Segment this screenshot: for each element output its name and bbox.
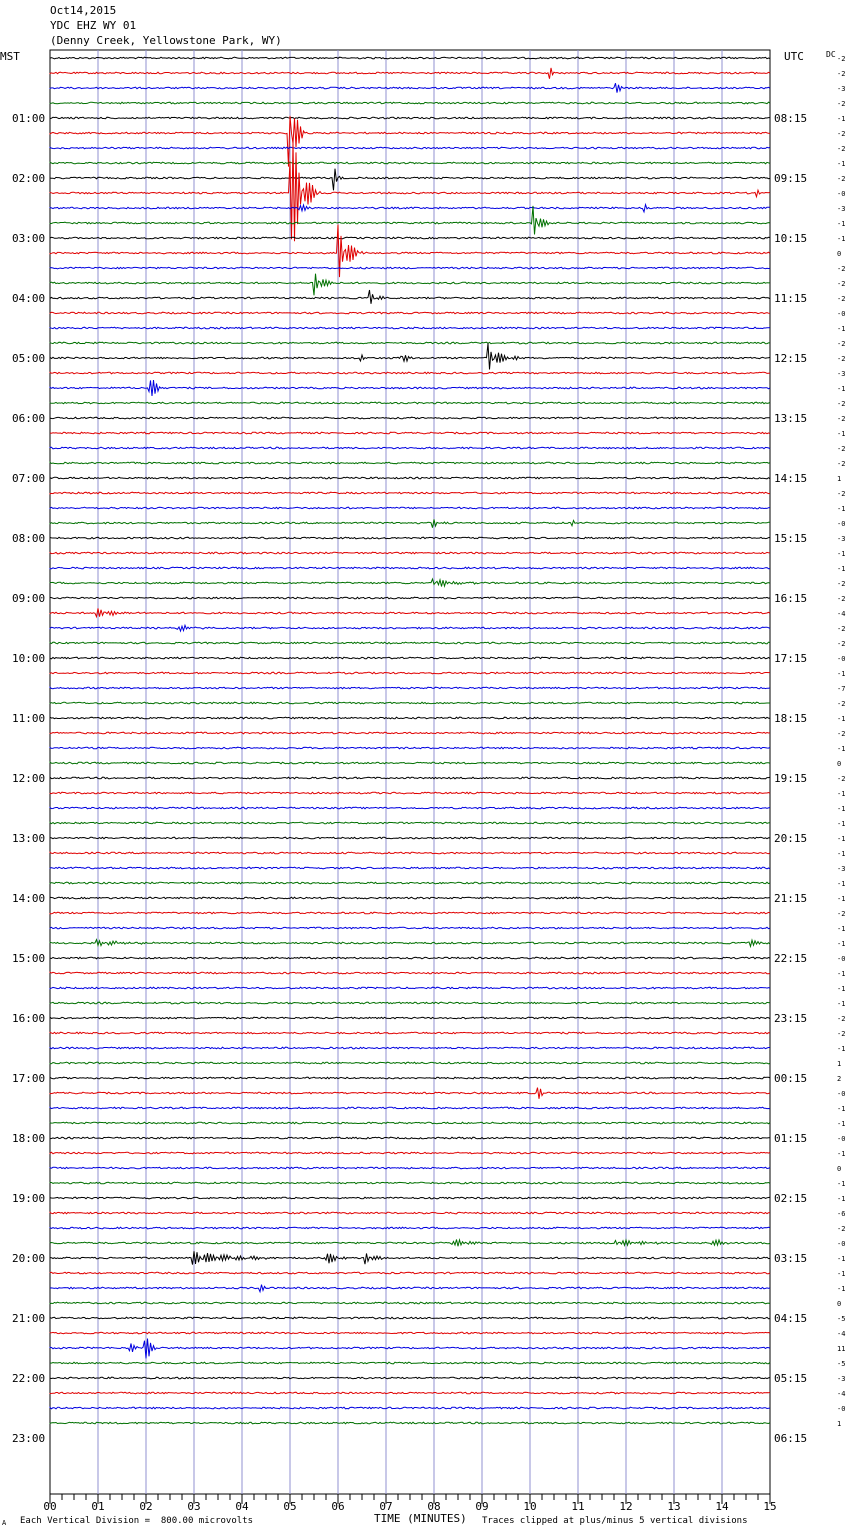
dc-offset-label: -1: [837, 235, 846, 243]
trace-line: [50, 1285, 770, 1292]
utc-hour-label: 20:15: [774, 832, 808, 845]
trace-line: [50, 1362, 770, 1364]
dc-offset-label: -1: [837, 1285, 846, 1293]
dc-offset-label: -2: [837, 55, 846, 63]
trace-line: [50, 837, 770, 839]
dc-offset-label: -1: [837, 1150, 846, 1158]
trace-line: [50, 1047, 770, 1049]
dc-offset-label: 0: [837, 760, 842, 768]
dc-offset-label: -1: [837, 115, 846, 123]
trace-line: [50, 1017, 770, 1019]
trace-line: [50, 102, 770, 104]
trace-line: [50, 1251, 770, 1264]
x-tick-label: 13: [667, 1500, 681, 1513]
mst-hour-label: 10:00: [12, 652, 46, 665]
dc-offset-label: -1: [837, 1180, 846, 1188]
dc-offset-label: -2: [837, 175, 846, 183]
dc-offset-label: -1: [837, 565, 846, 573]
trace-line: [50, 1422, 770, 1424]
dc-offset-label: -5: [837, 1315, 846, 1323]
trace-line: [50, 206, 770, 235]
trace-line: [50, 762, 770, 764]
dc-offset-label: -1: [837, 1270, 846, 1278]
trace-line: [50, 519, 770, 527]
mst-hour-label: 21:00: [12, 1312, 46, 1325]
trace-line: [50, 477, 770, 479]
trace-line: [50, 882, 770, 884]
trace-line: [50, 957, 770, 959]
dc-offset-label: -1: [837, 1045, 846, 1053]
dc-offset-label: 1: [837, 1420, 842, 1428]
utc-hour-label: 04:15: [774, 1312, 808, 1325]
trace-line: [50, 147, 770, 149]
trace-line: [50, 1152, 770, 1154]
trace-line: [50, 267, 770, 269]
dc-offset-label: 2: [837, 1075, 842, 1083]
trace-line: [50, 608, 770, 616]
dc-label: DC: [826, 50, 836, 59]
trace-line: [50, 897, 770, 899]
trace-line: [50, 625, 770, 631]
dc-offset-label: -1: [837, 385, 846, 393]
mst-hour-label: 03:00: [12, 232, 46, 245]
utc-hour-label: 23:15: [774, 1012, 808, 1025]
utc-hour-label: 03:15: [774, 1252, 808, 1265]
trace-line: [50, 552, 770, 554]
dc-offset-label: -2: [837, 400, 846, 408]
trace-line: [50, 972, 770, 974]
utc-hour-label: 15:15: [774, 532, 808, 545]
dc-offset-label: -1: [837, 1000, 846, 1008]
dc-offset-label: -3: [837, 370, 846, 378]
trace-line: [50, 657, 770, 659]
dc-offset-label: -1: [837, 805, 846, 813]
dc-offset-label: -2: [837, 415, 846, 423]
dc-offset-label: -1: [837, 550, 846, 558]
mst-hour-label: 06:00: [12, 412, 46, 425]
dc-offset-label: -4: [837, 1390, 846, 1398]
utc-hour-label: 17:15: [774, 652, 808, 665]
dc-offset-label: 11: [837, 1345, 846, 1353]
trace-line: [50, 327, 770, 329]
trace-line: [50, 672, 770, 674]
dc-offset-label: -2: [837, 70, 846, 78]
x-tick-label: 05: [283, 1500, 297, 1513]
x-tick-label: 06: [331, 1500, 345, 1513]
dc-offset-label: -2: [837, 1225, 846, 1233]
trace-line: [50, 372, 770, 374]
utc-hour-label: 08:15: [774, 112, 808, 125]
trace-line: [50, 417, 770, 419]
trace-line: [50, 1407, 770, 1409]
mst-hour-label: 09:00: [12, 592, 46, 605]
mst-label: MST: [0, 50, 20, 63]
utc-hour-label: 09:15: [774, 172, 808, 185]
x-tick-label: 14: [715, 1500, 729, 1513]
x-tick-label: 00: [43, 1500, 57, 1513]
dc-offset-label: -0: [837, 190, 846, 198]
dc-offset-label: -3: [837, 85, 846, 93]
utc-hour-label: 14:15: [774, 472, 808, 485]
utc-hour-label: 10:15: [774, 232, 808, 245]
mst-hour-label: 02:00: [12, 172, 46, 185]
trace-line: [50, 225, 770, 278]
trace-line: [50, 822, 770, 824]
dc-offset-label: -5: [837, 1360, 846, 1368]
mst-hour-label: 22:00: [12, 1372, 46, 1385]
trace-line: [50, 162, 770, 164]
utc-hour-label: 22:15: [774, 952, 808, 965]
trace-line: [50, 867, 770, 869]
mst-hour-label: 11:00: [12, 712, 46, 725]
trace-line: [50, 447, 770, 449]
dc-offset-label: -1: [837, 1255, 846, 1263]
utc-hour-label: 11:15: [774, 292, 808, 305]
mst-hour-label: 13:00: [12, 832, 46, 845]
dc-offset-label: -1: [837, 850, 846, 858]
mst-hour-label: 17:00: [12, 1072, 46, 1085]
dc-offset-label: -3: [837, 535, 846, 543]
trace-line: [50, 1339, 770, 1359]
trace-line: [50, 1167, 770, 1169]
trace-line: [50, 807, 770, 809]
utc-hour-label: 06:15: [774, 1432, 808, 1445]
x-tick-label: 08: [427, 1500, 441, 1513]
dc-offset-label: 1: [837, 475, 842, 483]
dc-offset-label: -1: [837, 880, 846, 888]
dc-offset-label: -2: [837, 355, 846, 363]
trace-line: [50, 912, 770, 914]
x-tick-label: 02: [139, 1500, 153, 1513]
dc-offset-label: -0: [837, 655, 846, 663]
trace-line: [50, 1122, 770, 1124]
dc-offset-label: -2: [837, 625, 846, 633]
trace-line: [50, 492, 770, 494]
dc-offset-label: -1: [837, 790, 846, 798]
dc-offset-label: -4: [837, 1330, 846, 1338]
dc-offset-label: -0: [837, 1405, 846, 1413]
trace-line: [50, 1107, 770, 1109]
dc-offset-label: -2: [837, 145, 846, 153]
mst-hour-label: 08:00: [12, 532, 46, 545]
trace-line: [50, 343, 770, 369]
dc-offset-label: 0: [837, 250, 842, 258]
trace-line: [50, 1302, 770, 1304]
trace-line: [50, 1392, 770, 1394]
dc-offset-label: -1: [837, 985, 846, 993]
dc-offset-label: -0: [837, 310, 846, 318]
trace-line: [50, 402, 770, 404]
dc-offset-label: -0: [837, 1135, 846, 1143]
dc-offset-label: -1: [837, 925, 846, 933]
dc-offset-label: -2: [837, 130, 846, 138]
trace-line: [50, 237, 770, 239]
dc-offset-label: -2: [837, 910, 846, 918]
corner-mark: A: [2, 1519, 7, 1527]
trace-line: [50, 312, 770, 314]
plot-date: Oct14,2015: [50, 4, 117, 17]
trace-line: [50, 117, 770, 119]
dc-offset-label: -1: [837, 430, 846, 438]
dc-offset-label: -1: [837, 220, 846, 228]
trace-line: [50, 380, 770, 396]
mst-hour-label: 12:00: [12, 772, 46, 785]
trace-line: [50, 507, 770, 509]
dc-offset-label: -1: [837, 895, 846, 903]
dc-offset-label: 0: [837, 1300, 842, 1308]
dc-offset-label: -2: [837, 265, 846, 273]
trace-line: [50, 777, 770, 779]
trace-line: [50, 642, 770, 644]
trace-line: [50, 1227, 770, 1229]
trace-line: [50, 747, 770, 749]
utc-hour-label: 16:15: [774, 592, 808, 605]
x-tick-label: 07: [379, 1500, 393, 1513]
trace-line: [50, 1317, 770, 1319]
dc-offset-label: -1: [837, 325, 846, 333]
clip-note: Traces clipped at plus/minus 5 vertical divisions: [482, 1516, 748, 1526]
trace-line: [50, 792, 770, 794]
trace-line: [50, 717, 770, 719]
dc-offset-label: -2: [837, 445, 846, 453]
trace-line: [50, 687, 770, 689]
utc-hour-label: 13:15: [774, 412, 808, 425]
mst-hour-label: 04:00: [12, 292, 46, 305]
dc-offset-label: -0: [837, 1240, 846, 1248]
mst-hour-label: 19:00: [12, 1192, 46, 1205]
dc-offset-label: -1: [837, 745, 846, 753]
utc-hour-label: 12:15: [774, 352, 808, 365]
dc-offset-label: 0: [837, 1165, 842, 1173]
x-tick-label: 09: [475, 1500, 489, 1513]
trace-line: [50, 702, 770, 704]
x-tick-label: 01: [91, 1500, 105, 1513]
dc-offset-label: -2: [837, 580, 846, 588]
trace-line: [50, 116, 770, 167]
trace-line: [50, 1137, 770, 1139]
dc-offset-label: -2: [837, 775, 846, 783]
utc-hour-label: 21:15: [774, 892, 808, 905]
trace-line: [50, 68, 770, 79]
trace-line: [50, 537, 770, 539]
dc-offset-label: -3: [837, 1375, 846, 1383]
trace-line: [50, 927, 770, 929]
trace-line: [50, 1002, 770, 1004]
trace-line: [50, 940, 770, 947]
dc-offset-label: -7: [837, 685, 846, 693]
dc-offset-label: -2: [837, 340, 846, 348]
trace-line: [50, 462, 770, 464]
dc-offset-label: -1: [837, 160, 846, 168]
trace-line: [50, 290, 770, 304]
dc-offset-label: -2: [837, 730, 846, 738]
dc-offset-label: -2: [837, 595, 846, 603]
trace-line: [50, 1332, 770, 1334]
dc-offset-label: -2: [837, 490, 846, 498]
trace-line: [50, 567, 770, 569]
x-tick-label: 03: [187, 1500, 201, 1513]
trace-line: [50, 1182, 770, 1184]
utc-hour-label: 02:15: [774, 1192, 808, 1205]
mst-hour-label: 20:00: [12, 1252, 46, 1265]
trace-line: [50, 205, 770, 212]
mst-hour-label: 01:00: [12, 112, 46, 125]
utc-hour-label: 18:15: [774, 712, 808, 725]
trace-line: [50, 1197, 770, 1199]
trace-line: [50, 342, 770, 344]
station-location: (Denny Creek, Yellowstone Park, WY): [50, 34, 282, 47]
utc-hour-label: 19:15: [774, 772, 808, 785]
dc-offset-label: -1: [837, 1120, 846, 1128]
trace-line: [50, 1032, 770, 1034]
trace-line: [50, 57, 770, 59]
dc-offset-label: -2: [837, 640, 846, 648]
dc-offset-label: -1: [837, 835, 846, 843]
dc-offset-label: -0: [837, 955, 846, 963]
trace-line: [50, 1077, 770, 1079]
trace-line: [50, 169, 770, 191]
trace-line: [50, 1272, 770, 1274]
mst-hour-label: 14:00: [12, 892, 46, 905]
utc-hour-label: 05:15: [774, 1372, 808, 1385]
mst-hour-label: 05:00: [12, 352, 46, 365]
trace-line: [50, 141, 770, 241]
dc-offset-label: -1: [837, 1195, 846, 1203]
trace-line: [50, 432, 770, 434]
mst-hour-label: 23:00: [12, 1432, 46, 1445]
x-tick-label: 10: [523, 1500, 537, 1513]
utc-label: UTC: [784, 50, 804, 63]
trace-line: [50, 987, 770, 989]
mst-hour-label: 07:00: [12, 472, 46, 485]
dc-offset-label: -2: [837, 100, 846, 108]
dc-offset-label: -2: [837, 700, 846, 708]
x-axis-title: TIME (MINUTES): [374, 1512, 467, 1525]
plot-frame: [50, 50, 770, 1494]
station-code: YDC EHZ WY 01: [50, 19, 137, 32]
trace-line: [50, 852, 770, 854]
utc-hour-label: 01:15: [774, 1132, 808, 1145]
scale-note: Each Vertical Division = 800.00 microvolts: [20, 1516, 253, 1526]
trace-line: [50, 1377, 770, 1379]
mst-hour-label: 18:00: [12, 1132, 46, 1145]
trace-line: [50, 83, 770, 93]
dc-offset-label: -0: [837, 520, 846, 528]
dc-offset-label: -2: [837, 460, 846, 468]
dc-offset-label: -1: [837, 940, 846, 948]
trace-line: [50, 1088, 770, 1099]
dc-offset-label: -0: [837, 1090, 846, 1098]
trace-line: [50, 597, 770, 599]
dc-offset-label: -6: [837, 1210, 846, 1218]
trace-line: [50, 732, 770, 734]
dc-offset-label: -2: [837, 295, 846, 303]
dc-offset-label: -1: [837, 505, 846, 513]
mst-hour-label: 15:00: [12, 952, 46, 965]
dc-offset-label: -1: [837, 970, 846, 978]
trace-line: [50, 1212, 770, 1214]
x-tick-label: 15: [763, 1500, 777, 1513]
dc-offset-label: -1: [837, 715, 846, 723]
dc-offset-label: -2: [837, 1030, 846, 1038]
dc-offset-label: 1: [837, 1060, 842, 1068]
dc-offset-label: -1: [837, 820, 846, 828]
x-tick-label: 12: [619, 1500, 633, 1513]
dc-offset-label: -1: [837, 670, 846, 678]
x-tick-label: 11: [571, 1500, 585, 1513]
dc-offset-label: -2: [837, 280, 846, 288]
x-tick-label: 04: [235, 1500, 249, 1513]
mst-hour-label: 16:00: [12, 1012, 46, 1025]
dc-offset-label: -3: [837, 865, 846, 873]
dc-offset-label: -4: [837, 610, 846, 618]
utc-hour-label: 00:15: [774, 1072, 808, 1085]
dc-offset-label: -3: [837, 205, 846, 213]
dc-offset-label: -1: [837, 1105, 846, 1113]
dc-offset-label: -2: [837, 1015, 846, 1023]
trace-line: [50, 1240, 770, 1247]
trace-line: [50, 579, 770, 587]
trace-line: [50, 1062, 770, 1064]
trace-line: [50, 274, 770, 296]
